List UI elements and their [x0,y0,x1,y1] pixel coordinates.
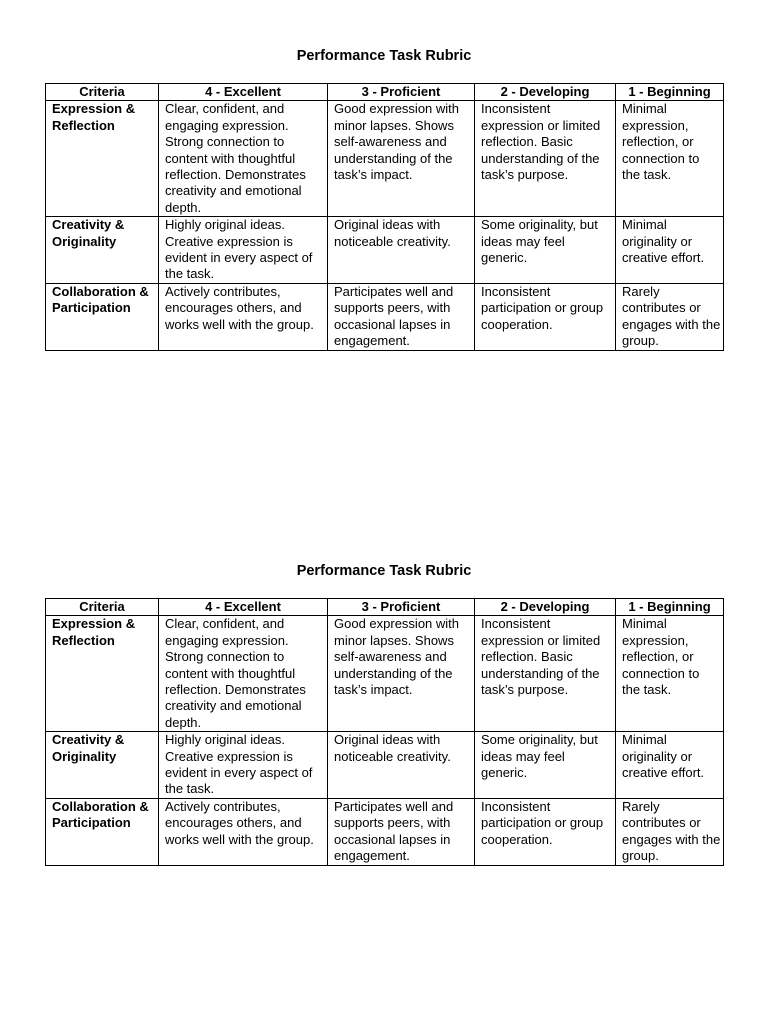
table-row [46,798,724,865]
table-row [46,616,724,732]
table-cell: Original ideas with noticeable creativity. [328,217,475,284]
table-row [46,732,724,799]
table-cell: Original ideas with noticeable creativity. [328,732,475,799]
column-header-developing: 2 - Developing [475,84,616,101]
table-cell: Good expression with minor lapses. Shows self-awareness and understanding of the task’s impact. [328,616,475,732]
table-cell: Actively contributes, encourages others, and works well with the group. [159,798,328,865]
table-cell: Inconsistent expression or limited reflection. Basic understanding of the task’s purpose. [475,616,616,732]
table-cell: Highly original ideas. Creative expression is evident in every aspect of the task. [159,732,328,799]
table-cell: Minimal expression, reflection, or connection to the task. [616,616,724,732]
table-cell: Clear, confident, and engaging expression. Strong connection to content with thoughtful reflection. Demonstrates creativity and emotional depth. [159,616,328,732]
column-header-developing: 2 - Developing [475,599,616,616]
rubric-table [45,83,724,351]
criteria-cell: Collaboration & Participation [46,798,159,865]
criteria-cell: Creativity & Originality [46,732,159,799]
table-cell: Minimal expression, reflection, or connection to the task. [616,101,724,217]
table-cell: Some originality, but ideas may feel generic. [475,217,616,284]
table-cell: Rarely contributes or engages with the group. [616,798,724,865]
column-header-excellent: 4 - Excellent [159,84,328,101]
table-cell: Inconsistent expression or limited reflection. Basic understanding of the task’s purpose. [475,101,616,217]
column-header-beginning: 1 - Beginning [616,84,724,101]
table-cell: Inconsistent participation or group cooperation. [475,798,616,865]
table-cell: Actively contributes, encourages others, and works well with the group. [159,283,328,350]
column-header-criteria: Criteria [46,599,159,616]
rubric-title: Performance Task Rubric [296,563,472,579]
rubric-section-2 [45,562,723,866]
rubric-table [45,598,724,866]
table-cell: Inconsistent participation or group cooperation. [475,283,616,350]
table-cell: Minimal originality or creative effort. [616,732,724,799]
criteria-cell: Expression & Reflection [46,616,159,732]
criteria-cell: Creativity & Originality [46,217,159,284]
column-header-criteria: Criteria [46,84,159,101]
table-row [46,217,724,284]
rubric-section-1 [45,47,723,351]
table-cell: Participates well and supports peers, with occasional lapses in engagement. [328,283,475,350]
column-header-proficient: 3 - Proficient [328,84,475,101]
column-header-beginning: 1 - Beginning [616,599,724,616]
table-header-row [46,599,724,616]
table-header-row [46,84,724,101]
criteria-cell: Expression & Reflection [46,101,159,217]
rubric-title: Performance Task Rubric [296,48,472,64]
column-header-proficient: 3 - Proficient [328,599,475,616]
table-cell: Participates well and supports peers, with occasional lapses in engagement. [328,798,475,865]
table-cell: Clear, confident, and engaging expression. Strong connection to content with thoughtful reflection. Demonstrates creativity and emotional depth. [159,101,328,217]
table-row [46,283,724,350]
criteria-cell: Collaboration & Participation [46,283,159,350]
table-cell: Some originality, but ideas may feel generic. [475,732,616,799]
table-row [46,101,724,217]
table-cell: Rarely contributes or engages with the group. [616,283,724,350]
column-header-excellent: 4 - Excellent [159,599,328,616]
table-cell: Highly original ideas. Creative expression is evident in every aspect of the task. [159,217,328,284]
table-cell: Good expression with minor lapses. Shows self-awareness and understanding of the task’s impact. [328,101,475,217]
table-cell: Minimal originality or creative effort. [616,217,724,284]
